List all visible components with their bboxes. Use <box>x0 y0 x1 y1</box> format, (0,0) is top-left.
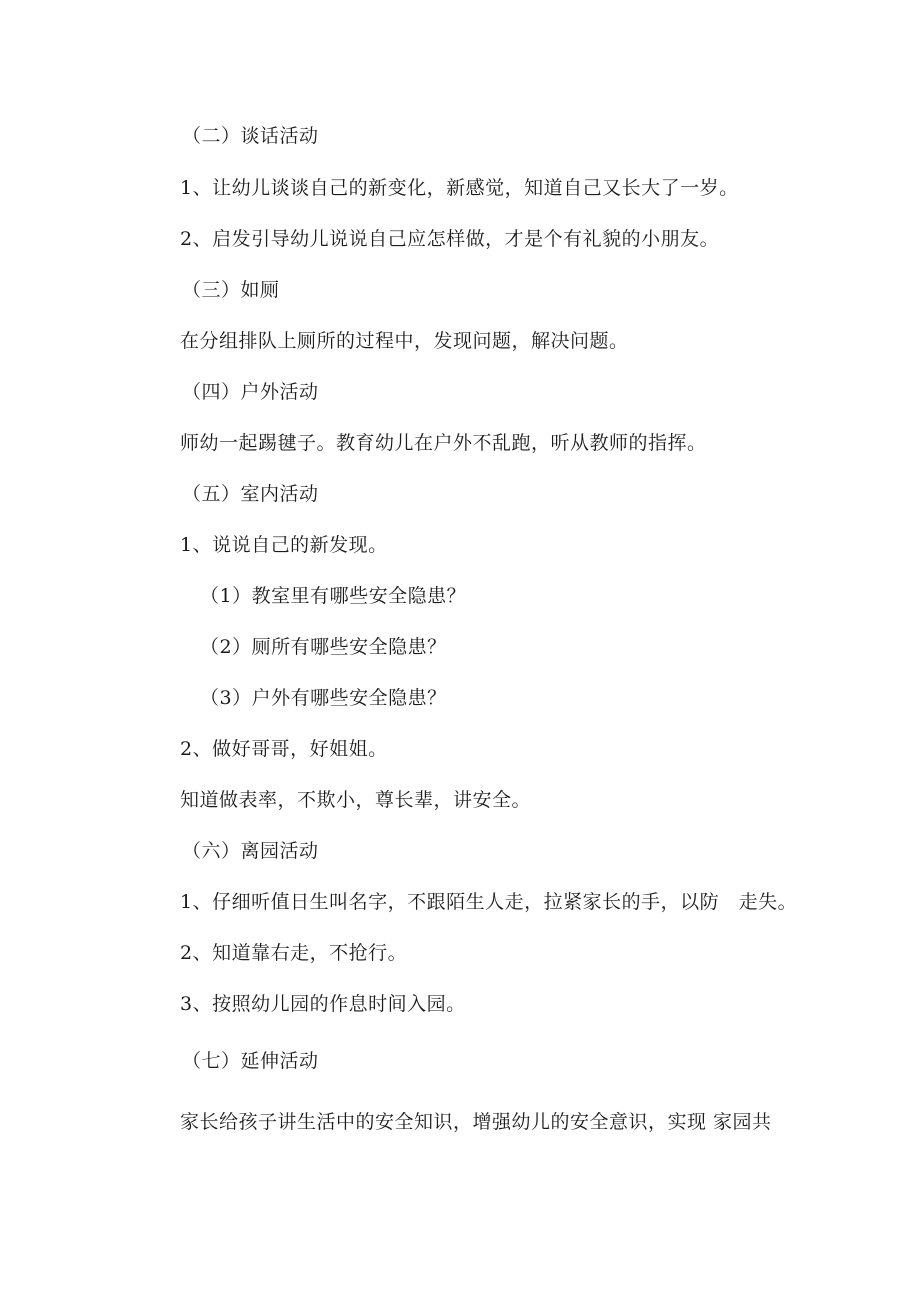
paragraph-line: 师幼一起踢毽子。教育幼儿在户外不乱跑，听从教师的指挥。 <box>180 432 707 454</box>
section-heading-toilet: （三）如厕 <box>182 279 280 301</box>
section-heading-leaving-activity: （六）离园活动 <box>182 840 319 862</box>
paragraph-line: 1、仔细听值日生叫名字，不跟陌生人走，拉紧家长的手，以防 走失。 <box>180 891 798 913</box>
paragraph-line: 家长给孩子讲生活中的安全知识，增强幼儿的安全意识，实现 家园共 <box>180 1111 772 1133</box>
paragraph-line: 1、说说自己的新发现。 <box>180 534 388 556</box>
section-heading-extension-activity: （七）延伸活动 <box>182 1050 319 1072</box>
section-heading-talk-activity: （二）谈话活动 <box>182 125 319 147</box>
list-item: （1）教室里有哪些安全隐患？ <box>200 585 467 607</box>
paragraph-line: 在分组排队上厕所的过程中，发现问题，解决问题。 <box>180 330 629 352</box>
paragraph-line: 2、知道靠右走，不抢行。 <box>180 942 408 964</box>
paragraph-line: 1、让幼儿谈谈自己的新变化，新感觉，知道自己又长大了一岁。 <box>180 177 739 199</box>
section-heading-outdoor-activity: （四）户外活动 <box>182 381 319 403</box>
section-heading-indoor-activity: （五）室内活动 <box>182 483 319 505</box>
paragraph-line: 3、按照幼儿园的作息时间入园。 <box>180 993 466 1015</box>
paragraph-line: 2、启发引导幼儿说说自己应怎样做，才是个有礼貌的小朋友。 <box>180 228 720 250</box>
list-item: （3）户外有哪些安全隐患？ <box>200 687 447 709</box>
paragraph-line: 2、做好哥哥，好姐姐。 <box>180 738 388 760</box>
list-item: （2）厕所有哪些安全隐患？ <box>200 636 447 658</box>
paragraph-line: 知道做表率，不欺小，尊长辈，讲安全。 <box>180 789 532 811</box>
